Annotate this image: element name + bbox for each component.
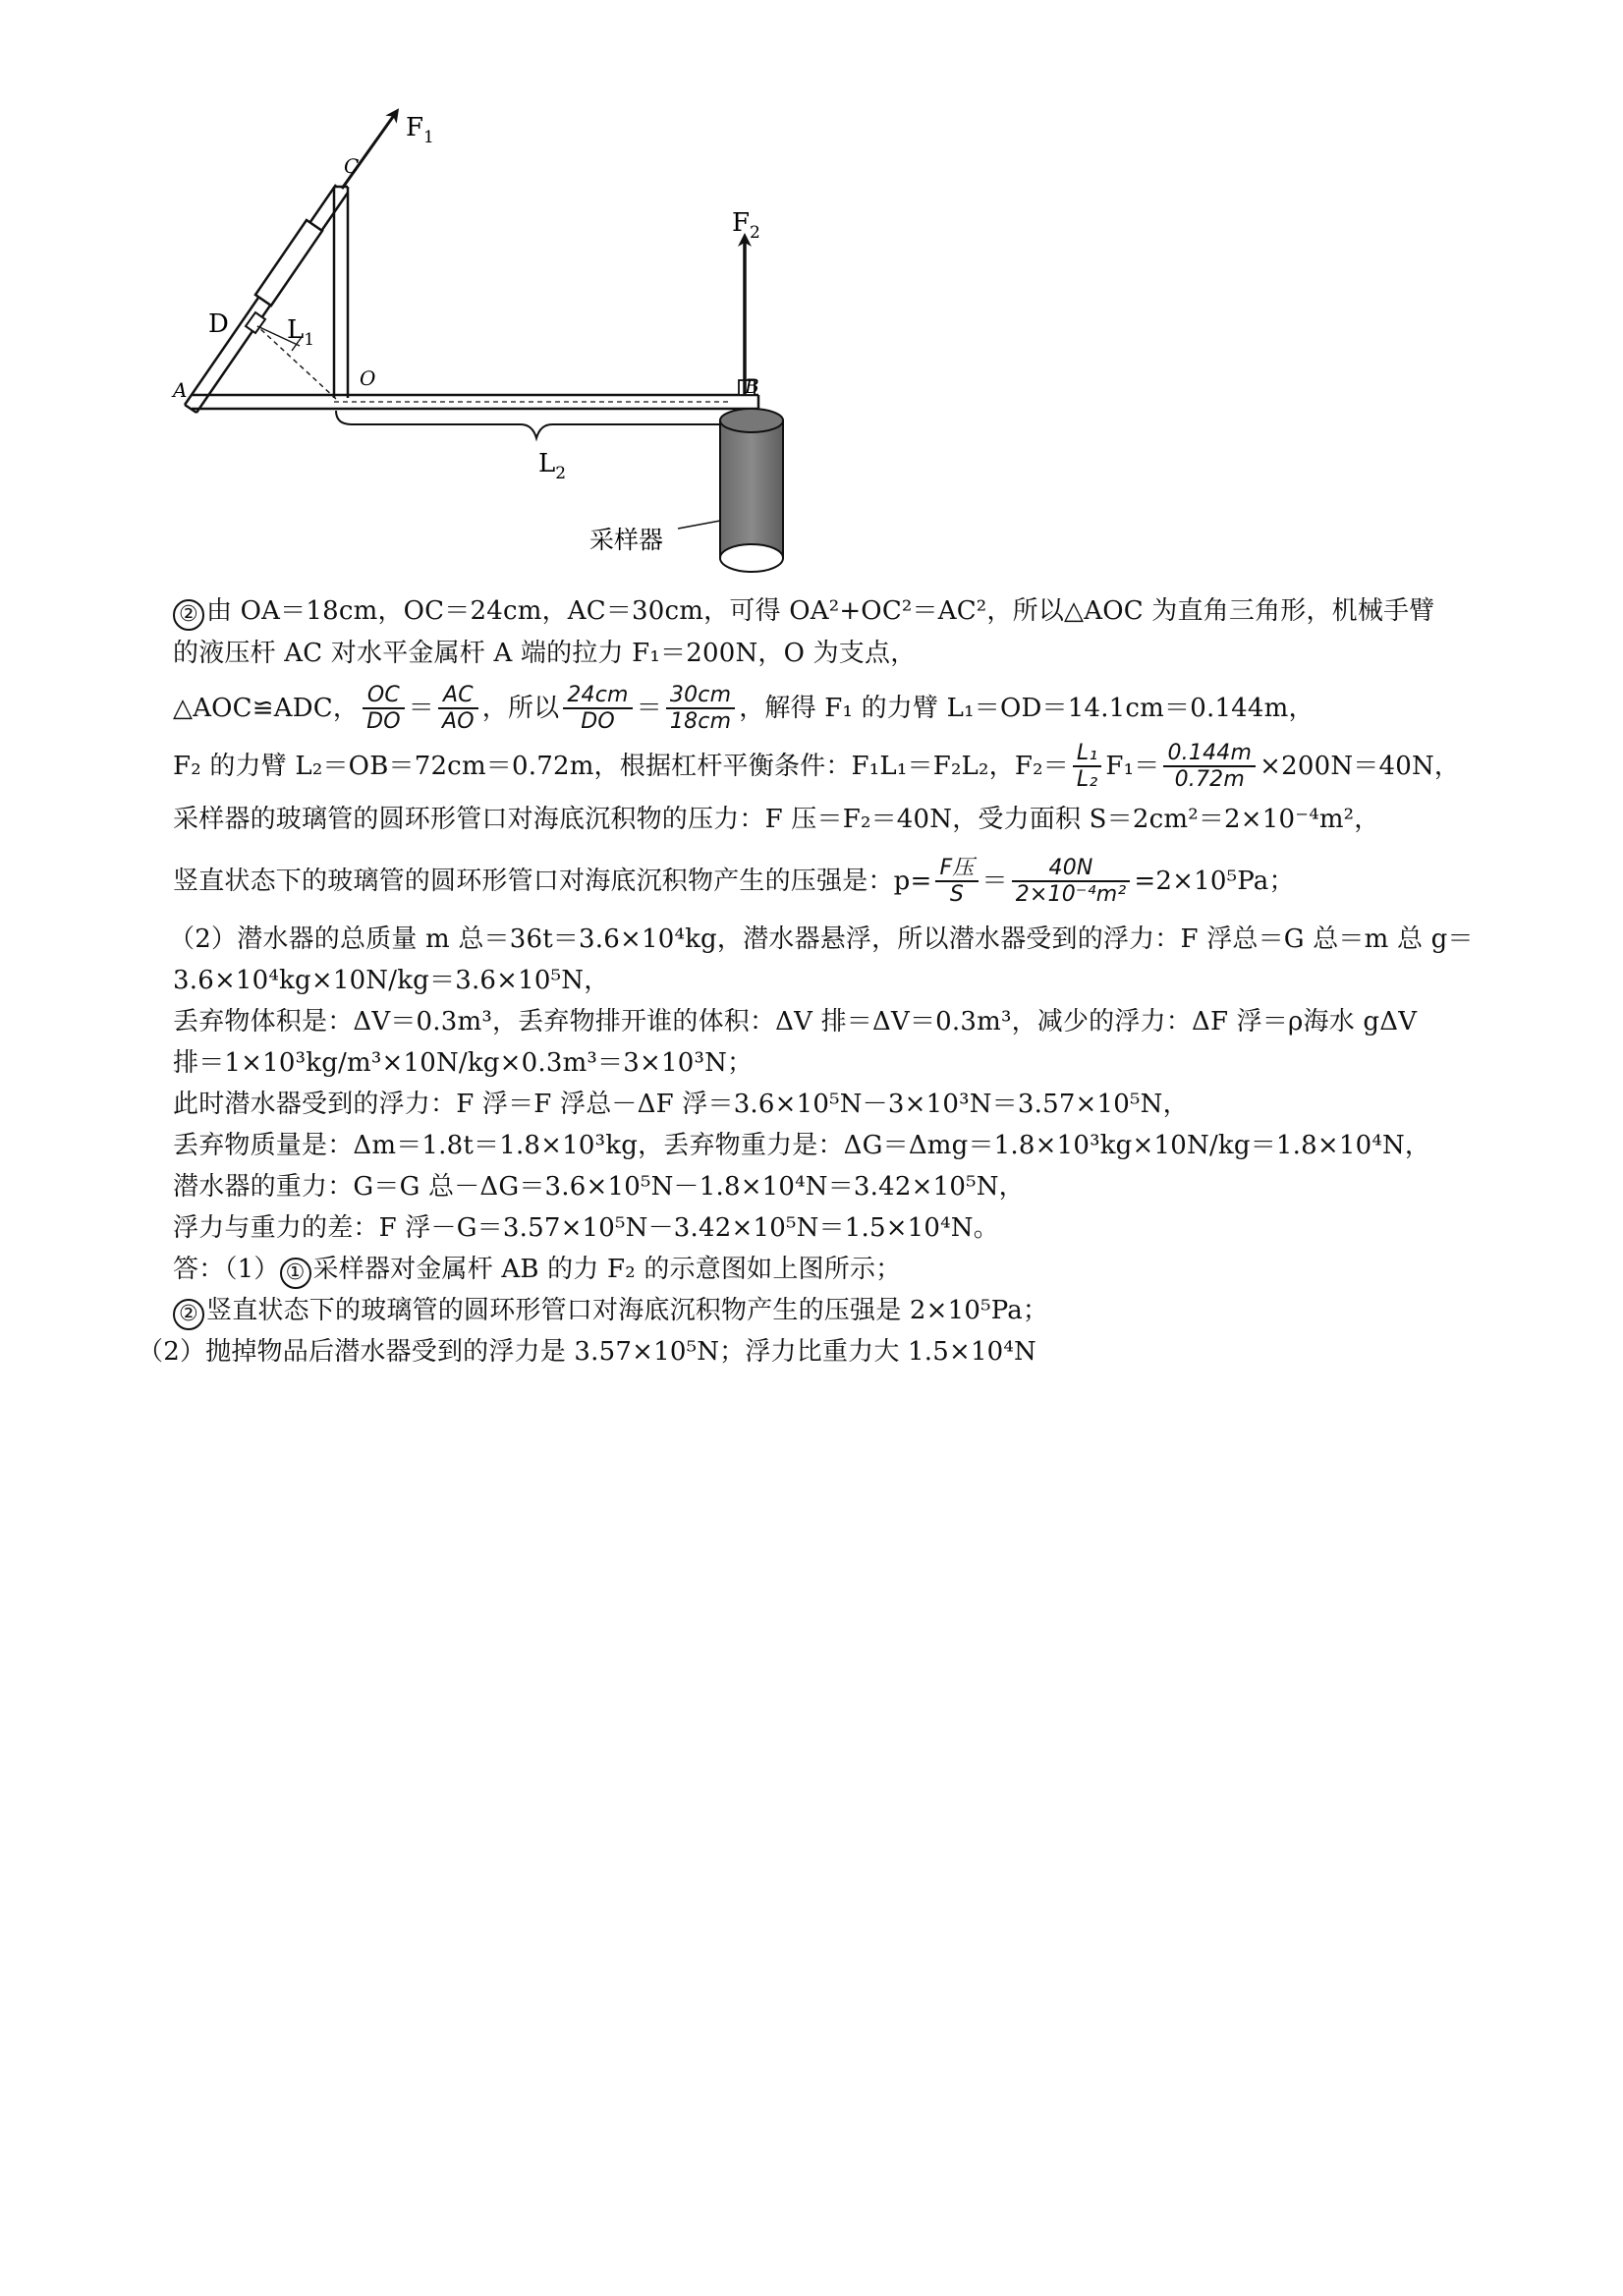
hydraulic-rod-ac (185, 185, 348, 413)
solution-line-9: 丢弃物体积是：ΔV＝0.3m³，丢弃物排开谁的体积：ΔV 排＝ΔV＝0.3m³，减少的浮力：ΔF 浮＝ρ海水 gΔV (173, 1007, 1418, 1036)
fraction-40n-area: $\frac{40N}{\text{2×10⁻⁴m²}}$ (1012, 856, 1131, 908)
answer-line-1: 答：（1） ① 采样器对金属杆 AB 的力 F₂ 的示意图如上图所示； (173, 1250, 901, 1289)
fraction-0144-072: $\frac{0.144m}{0.72m}$ (1163, 741, 1256, 793)
solution-line-12: 丢弃物质量是：Δm＝1.8t＝1.8×10³kg，丢弃物重力是：ΔG＝Δmg＝1.8×10³kg×10N/kg＝1.8×10⁴N， (173, 1131, 1431, 1160)
fraction-30cm-18cm: $\frac{30cm}{18cm}$ (666, 683, 735, 735)
solution-line-14: 浮力与重力的差：F 浮－G＝3.57×10⁵N－3.42×10⁵N＝1.5×10⁴N。 (173, 1213, 999, 1243)
label-o: O (360, 366, 376, 390)
solution-line-4: F₂ 的力臂 L₂＝OB＝72cm＝0.72m，根据杠杆平衡条件：F₁L₁＝F₂L₂，F₂＝ $\frac{\text{L₁}}{\text{L₂}}$ F₁＝ $\frac{0.144m}{0.72m}$ ×200N＝40N， (173, 740, 1461, 792)
answer-line-3: （2）抛掉物品后潜水器受到的浮力是 3.57×10⁵N；浮力比重力大 1.5×10⁴N (138, 1337, 1036, 1367)
fraction-ac-ao: $\frac{AC}{AO}$ (438, 683, 478, 735)
fraction-oc-do: $\frac{OC}{DO}$ (363, 683, 405, 735)
label-b: B (745, 374, 759, 398)
solution-line-2: 的液压杆 AC 对水平金属杆 A 端的拉力 F₁＝200N，O 为支点， (173, 639, 917, 668)
solution-line-6: 竖直状态下的玻璃管的圆环形管口对海底沉积物产生的压强是：p= $\frac{\text{F压}}{S}$ ＝ $\frac{40N}{\text{2×10⁻⁴m²}}$ =2×10⁵Pa； (173, 855, 1295, 907)
vertical-post-oc (334, 187, 348, 398)
fraction-24cm-do: $\frac{24cm}{DO}$ (563, 683, 632, 735)
solution-line-5: 采样器的玻璃管的圆环形管口对海底沉积物的压力：F 压＝F₂＝40N，受力面积 S＝2cm²＝2×10⁻⁴m²， (173, 805, 1380, 834)
label-a: A (173, 378, 188, 402)
label-d: D (208, 309, 229, 339)
label-f2: $F_2$ (732, 208, 760, 243)
label-f1: $F_1$ (406, 113, 434, 147)
fraction-fpress-s: $\frac{\text{F压}}{S}$ (935, 856, 978, 908)
solution-line-8: 3.6×10⁴kg×10N/kg＝3.6×10⁵N， (173, 966, 610, 995)
solution-line-10: 排＝1×10³kg/m³×10N/kg×0.3m³＝3×10³N； (173, 1048, 754, 1078)
solution-line-13: 潜水器的重力：G＝G 总－ΔG＝3.6×10⁵N－1.8×10⁴N＝3.42×10⁵N， (173, 1172, 1025, 1202)
label-c: C (344, 154, 360, 178)
fraction-l1-l2: $\frac{\text{L₁}}{\text{L₂}}$ (1073, 741, 1101, 793)
metal-bar-ab (192, 395, 758, 409)
label-l1: $L_1$ (287, 315, 315, 350)
solution-line-7: （2）潜水器的总质量 m 总＝36t＝3.6×10⁴kg，潜水器悬浮，所以潜水器受到的浮力：F 浮总＝G 总＝m 总 g＝ (169, 924, 1474, 954)
brace-l2 (336, 411, 741, 438)
sampler-cylinder (678, 409, 783, 572)
step-1-marker: ① (280, 1258, 311, 1289)
step-2-marker-answer: ② (173, 1299, 204, 1330)
solution-line-1: ② 由 OA＝18cm，OC＝24cm，AC＝30cm，可得 OA²+OC²＝AC²，所以△AOC 为直角三角形，机械手臂 (173, 591, 1434, 631)
solution-line-11: 此时潜水器受到的浮力：F 浮＝F 浮总－ΔF 浮＝3.6×10⁵N－3×10³N＝3.57×10⁵N， (173, 1090, 1189, 1119)
answer-line-2: ② 竖直状态下的玻璃管的圆环形管口对海底沉积物产生的压强是 2×10⁵Pa； (173, 1291, 1048, 1330)
step-2-marker: ② (173, 599, 204, 631)
label-sampler: 采样器 (589, 526, 664, 554)
solution-line-3: △AOC≌ADC， $\frac{OC}{DO}$ ＝ $\frac{AC}{AO}$ ，所以 $\frac{24cm}{DO}$ ＝ $\frac{30cm}{18cm}$ ，解得 F₁ 的力臂 L₁＝OD＝14.1cm＝0.144m， (173, 682, 1315, 734)
label-l2: $L_2$ (538, 449, 567, 483)
lever-diagram (167, 108, 815, 580)
